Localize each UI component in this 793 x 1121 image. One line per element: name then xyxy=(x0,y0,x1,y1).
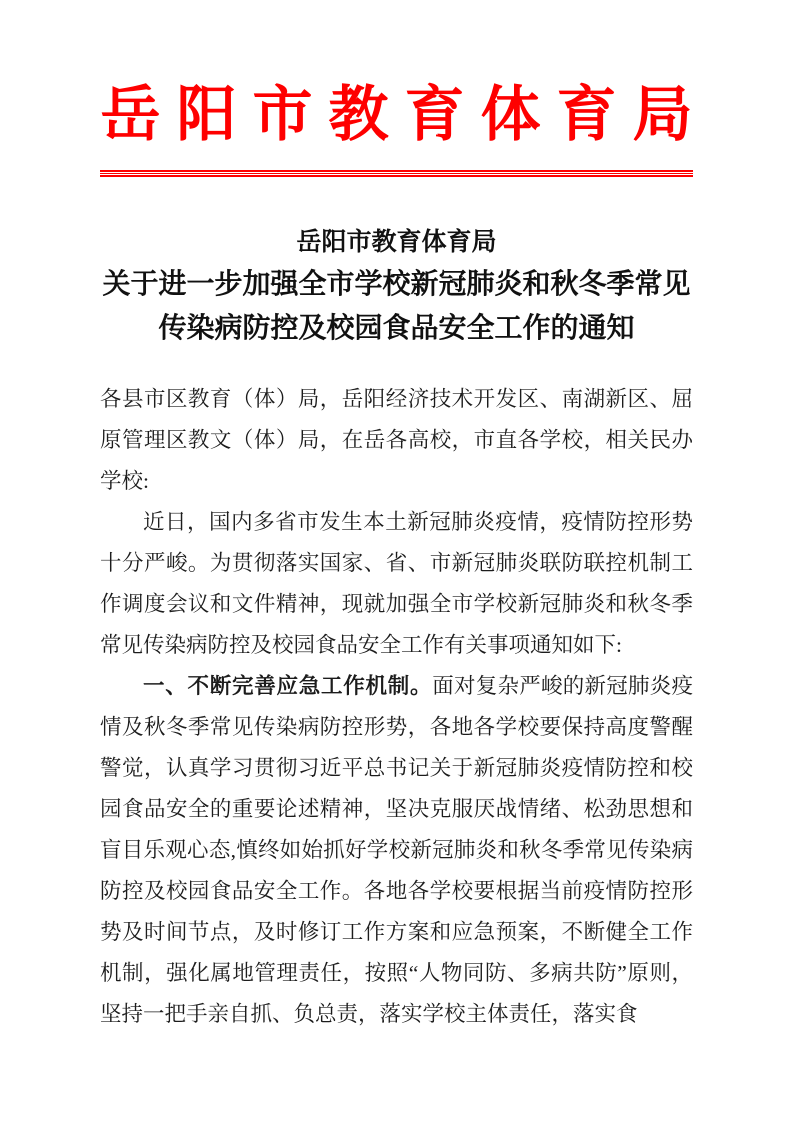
document-title-line1: 岳阳市教育体育局 xyxy=(296,229,497,256)
document-title xyxy=(100,223,693,351)
document-body xyxy=(100,379,693,1035)
document-title-line3: 传染病防控及校园食品安全工作的通知 xyxy=(158,313,635,344)
intro-paragraph: 近日，国内多省市发生本土新冠肺炎疫情，疫情防控形势十分严峻。为贯彻落实国家、省、市新冠肺炎联防联控机制工作调度会议和文件精神，现就加强全市学校新冠肺炎和秋冬季常见传染病防控及校园食品安全工作有关事项通知如下: xyxy=(100,510,693,657)
section1-body-text: 面对复杂严峻的新冠肺炎疫情及秋冬季常见传染病防控形势，各地各学校要保持高度警醒警觉，认真学习贯彻习近平总书记关于新冠肺炎疫情防控和校园食品安全的重要论述精神，坚决克服厌战情绪、松劲思想和盲目乐观心态,慎终如始抓好学校新冠肺炎和秋冬季常见传染病防控及校园食品安全工作。各地各学校要根据当前疫情防控形势及时间节点，及时修订工作方案和应急预案，不断健全工作机制，强化属地管理责任，按照“人物同防、多病共防”原则，坚持一把手亲自抓、负总责，落实学校主体责任，落实食 xyxy=(100,674,693,1026)
document-title-line2: 关于进一步加强全市学校新冠肺炎和秋冬季常见 xyxy=(102,269,691,300)
salutation-paragraph: 各县市区教育（体）局，岳阳经济技术开发区、南湖新区、屈原管理区教文（体）局，在岳各高校，市直各学校，相关民办学校: xyxy=(100,387,693,493)
letterhead-agency-title: 岳阳市教育体育局 xyxy=(100,82,709,148)
letterhead-divider-line xyxy=(100,170,693,177)
section1-heading: 一、不断完善应急工作机制。 xyxy=(143,674,433,698)
section1-paragraph xyxy=(100,666,693,1035)
